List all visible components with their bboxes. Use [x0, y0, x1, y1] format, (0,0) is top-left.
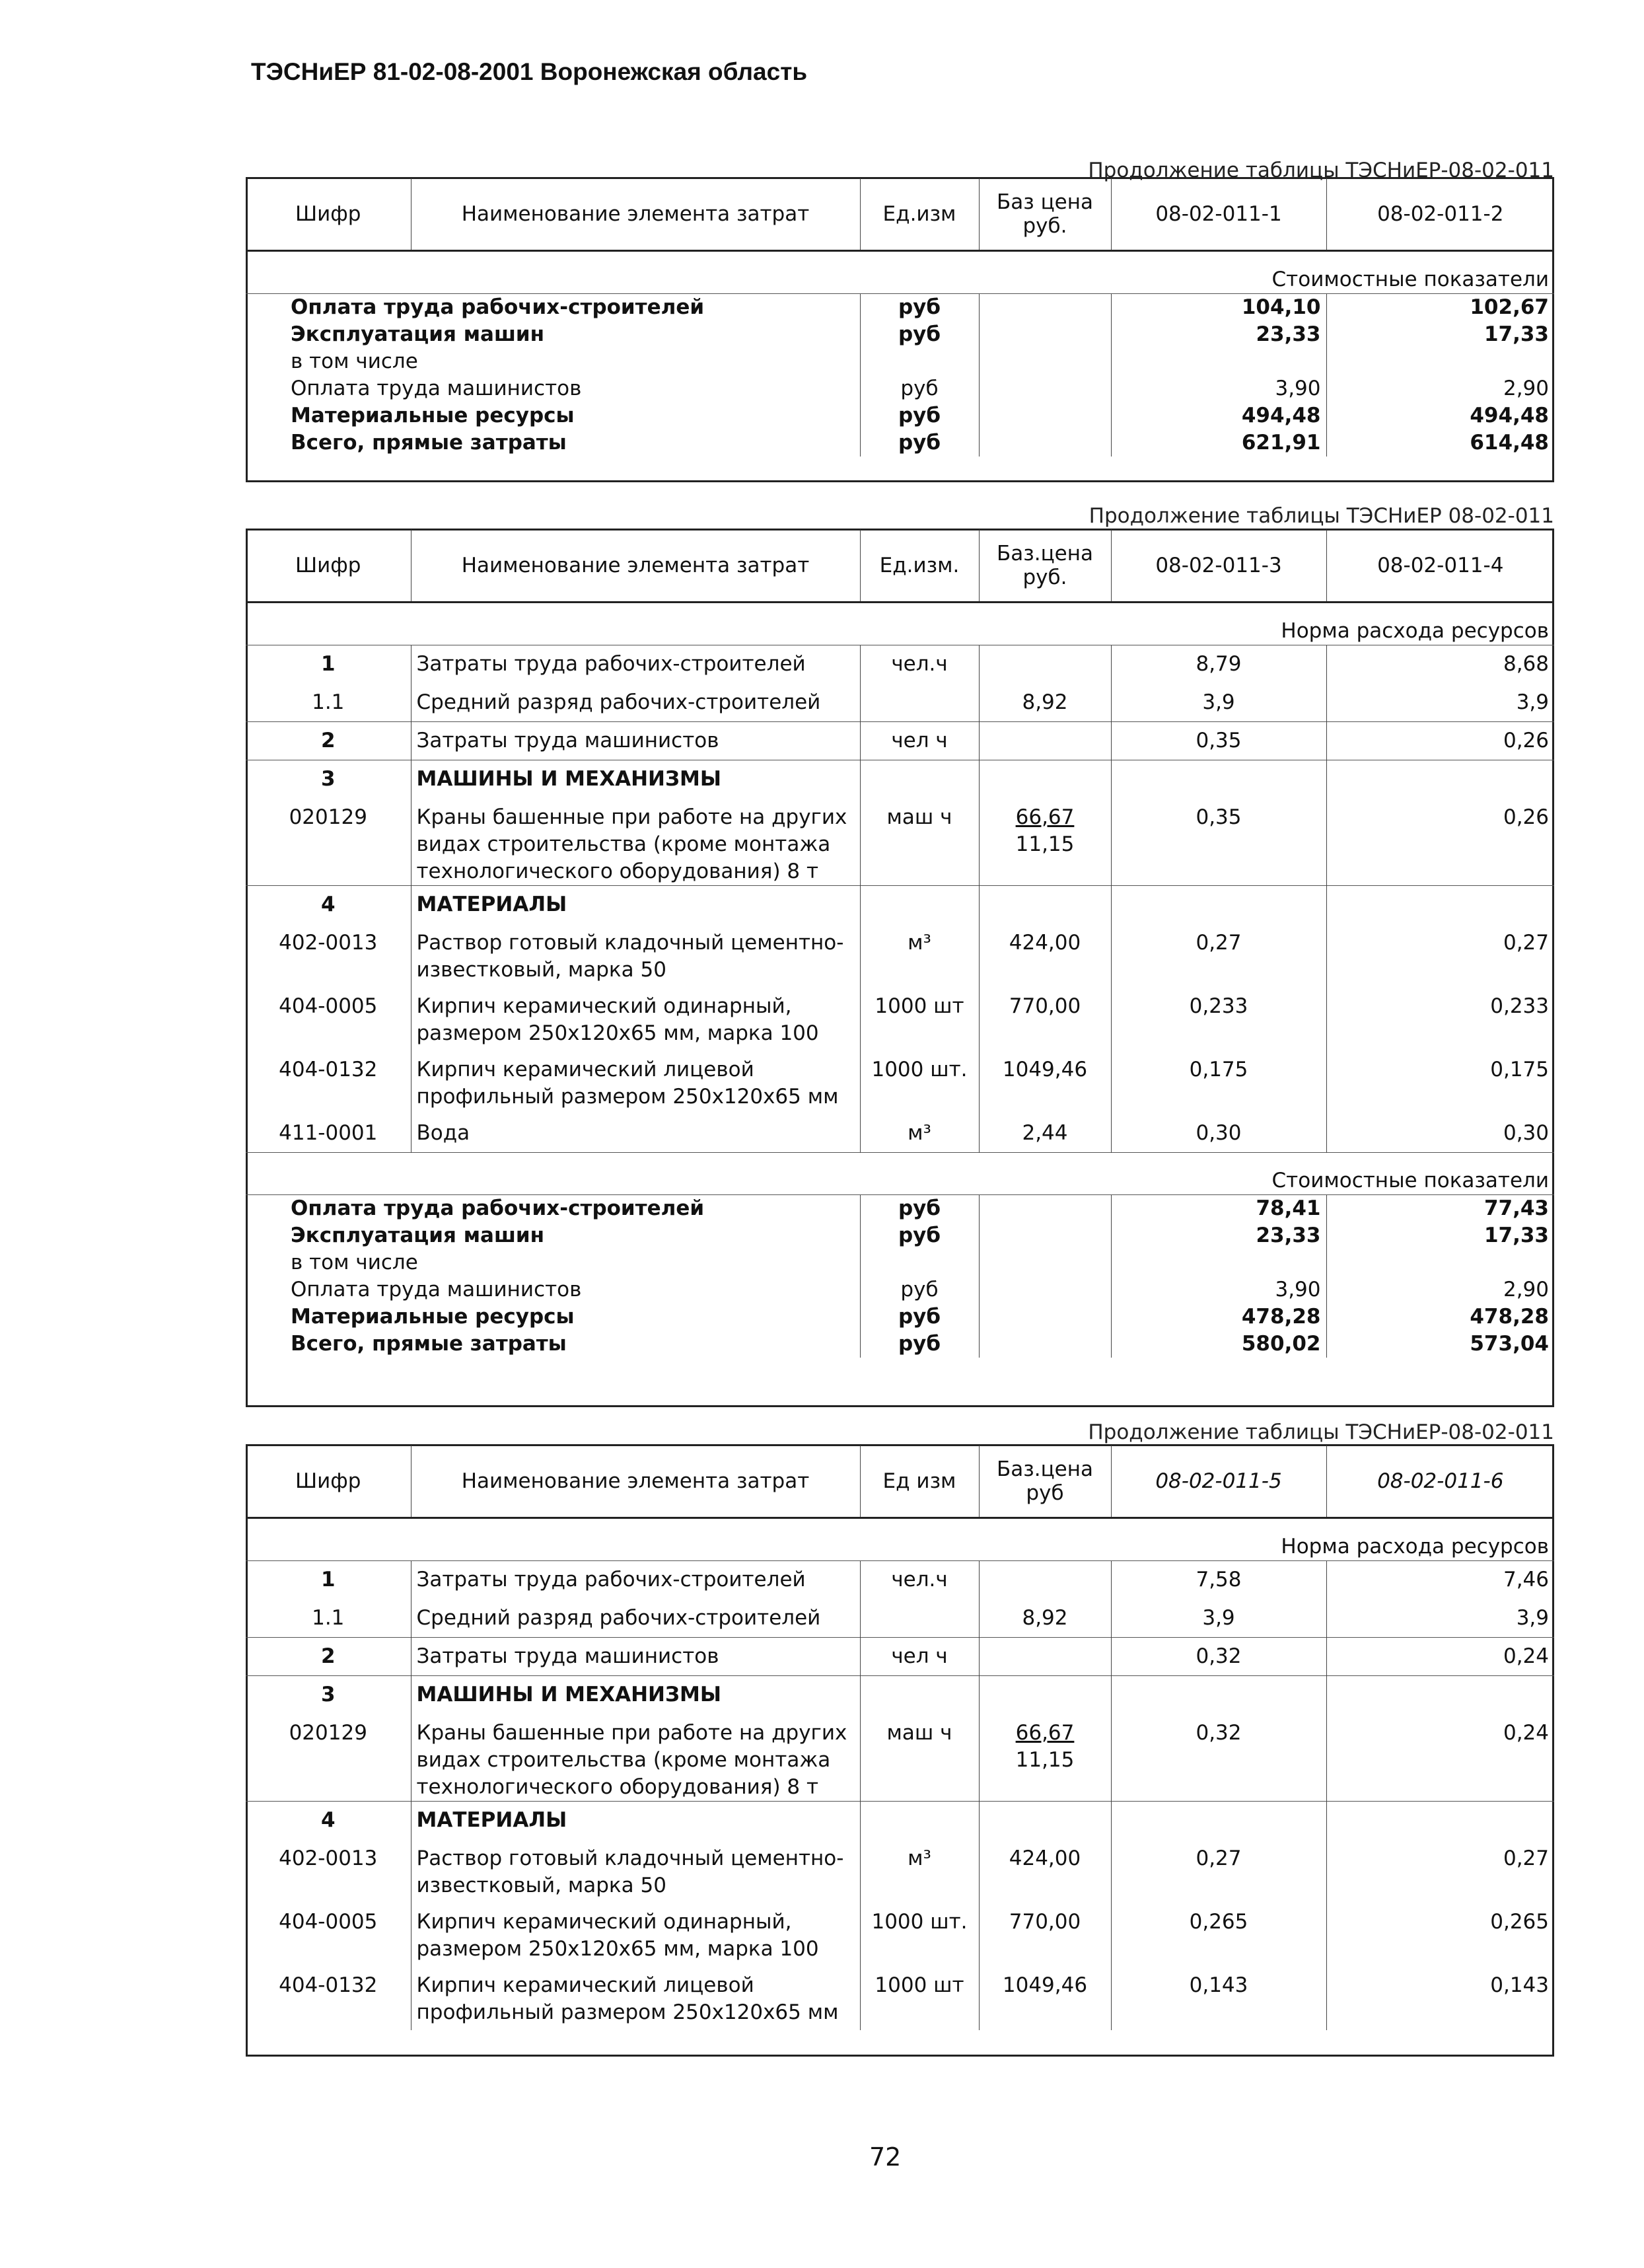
resource-value-b: 0,143 [1326, 1967, 1554, 2030]
resource-price-value: 770,00 [1009, 994, 1081, 1018]
resource-value-b: 0,27 [1326, 924, 1554, 988]
resource-name: Краны башенные при работе на других видах строительства (кроме монтажа технологического оборудования) 8 т [411, 799, 860, 886]
resource-unit: 1000 шт [860, 1967, 979, 2030]
resource-row [246, 684, 1554, 722]
resource-price [979, 760, 1111, 799]
resource-value-a: 0,32 [1111, 1714, 1326, 1802]
cost-name: в том числе [291, 1251, 418, 1274]
resource-unit [860, 684, 979, 722]
resource-price [979, 1714, 1111, 1802]
resource-name: Кирпич керамический лицевой профильный размером 250x120x65 мм [411, 1967, 860, 2030]
cost-row [246, 1331, 1554, 1358]
cost-row [246, 1222, 1554, 1249]
resource-price [979, 1967, 1111, 2030]
resource-name: МАТЕРИАЛЫ [411, 886, 860, 924]
cost-name: Материальные ресурсы [291, 1305, 575, 1329]
resource-row [246, 1051, 1554, 1115]
resource-value-a: 3,9 [1111, 1599, 1326, 1638]
cost-value-a: 3,90 [1111, 375, 1326, 402]
resource-value-b: 3,9 [1326, 684, 1554, 722]
table3-norm-section-row [246, 1518, 1554, 1561]
resource-code: 020129 [289, 805, 367, 829]
cost-price [979, 294, 1111, 322]
resource-price-value: 66,67 [1015, 1720, 1075, 1745]
page-number: 72 [869, 2142, 902, 2172]
resource-price [979, 1802, 1111, 1840]
cost-price [979, 348, 1111, 375]
cost-name: Оплата труда машинистов [291, 377, 582, 400]
cost-unit: руб [860, 294, 979, 322]
cost-row [246, 1303, 1554, 1331]
cost-name: Эксплуатация машин [291, 1224, 545, 1247]
resource-value-a [1111, 1676, 1326, 1714]
cost-name: в том числе [291, 349, 418, 373]
resource-price-value: 1049,46 [1002, 1973, 1088, 1997]
resource-name: Средний разряд рабочих-строителей [411, 1599, 860, 1638]
resource-unit: маш ч [860, 1714, 979, 1802]
page-header: ТЭСНиЕР 81-02-08-2001 Воронежская область [251, 58, 808, 85]
cost-unit: руб [860, 1195, 979, 1223]
resource-value-a [1111, 760, 1326, 799]
resource-code: 3 [246, 1676, 411, 1714]
cost-value-b: 614,48 [1326, 429, 1554, 457]
resource-unit: чел.ч [860, 1561, 979, 1599]
cost-row [246, 375, 1554, 402]
resource-row [246, 1115, 1554, 1153]
resource-name: Средний разряд рабочих-строителей [411, 684, 860, 722]
resource-unit [860, 760, 979, 799]
cost-value-a: 580,02 [1111, 1331, 1326, 1358]
resource-value-b: 0,30 [1326, 1115, 1554, 1153]
resource-row [246, 988, 1554, 1051]
cost-row [246, 402, 1554, 429]
section-label: Стоимостные показатели [246, 1153, 1554, 1195]
table1-header-row [246, 178, 1554, 251]
cost-row [246, 1195, 1554, 1223]
resource-price [979, 722, 1111, 760]
cost-unit: руб [860, 429, 979, 457]
resource-code: 020129 [289, 1720, 367, 1745]
resource-price [979, 1051, 1111, 1115]
resource-price-machinist: 11,15 [1015, 1747, 1075, 1772]
cost-value-b: 2,90 [1326, 1276, 1554, 1303]
resource-value-a [1111, 886, 1326, 924]
resource-code: 4 [246, 1802, 411, 1840]
col-code-header: Шифр [246, 1445, 411, 1518]
resource-code: 404-0005 [279, 994, 378, 1018]
cost-value-b: 2,90 [1326, 375, 1554, 402]
resource-unit: маш ч [860, 799, 979, 886]
resource-price [979, 684, 1111, 722]
resource-unit: 1000 шт. [860, 1903, 979, 1967]
resource-value-a: 7,58 [1111, 1561, 1326, 1599]
cost-value-a [1111, 348, 1326, 375]
resource-row [246, 1840, 1554, 1903]
resource-price-value: 8,92 [1022, 1605, 1068, 1630]
resource-row [246, 1638, 1554, 1676]
resource-code: 2 [246, 1638, 411, 1676]
cost-row [246, 321, 1554, 348]
cost-value-b [1326, 1249, 1554, 1276]
resource-name: Раствор готовый кладочный цементно-известковый, марка 50 [411, 1840, 860, 1903]
resource-value-b: 0,175 [1326, 1051, 1554, 1115]
resource-code: 404-0132 [279, 1973, 378, 1997]
resource-value-b: 0,26 [1326, 722, 1554, 760]
resource-row [246, 1802, 1554, 1840]
cost-row [246, 294, 1554, 322]
cost-value-b [1326, 348, 1554, 375]
col-b-header: 08-02-011-2 [1326, 178, 1554, 251]
resource-unit: 1000 шт. [860, 1051, 979, 1115]
resource-row [246, 1676, 1554, 1714]
table3-header-row [246, 1445, 1554, 1518]
resource-code: 1 [320, 652, 336, 676]
resource-code: 4 [246, 886, 411, 924]
col-price-header: Баз.цена руб [979, 1445, 1111, 1518]
resource-value-b: 8,68 [1326, 645, 1554, 684]
cost-unit [860, 1249, 979, 1276]
resource-unit [860, 1676, 979, 1714]
resource-name: Затраты труда машинистов [411, 722, 860, 760]
cost-value-b: 17,33 [1326, 321, 1554, 348]
cost-value-b: 77,43 [1326, 1195, 1554, 1223]
resource-row [246, 645, 1554, 684]
cost-price [979, 1331, 1111, 1358]
cost-price [979, 1195, 1111, 1223]
resource-price [979, 1561, 1111, 1599]
resource-row [246, 760, 1554, 799]
resource-name: Затраты труда рабочих-строителей [411, 645, 860, 684]
resource-price-machinist: 11,15 [1015, 832, 1075, 856]
resource-name: МАШИНЫ И МЕХАНИЗМЫ [411, 760, 860, 799]
table1-caption: Продолжение таблицы ТЭСНиЕР-08-02-011 [1088, 159, 1554, 182]
cost-name: Эксплуатация машин [291, 322, 545, 346]
resource-price-value: 2,44 [1022, 1120, 1068, 1145]
resource-price-value: 66,67 [1015, 805, 1075, 829]
resource-price [979, 1599, 1111, 1638]
cost-name: Всего, прямые затраты [291, 431, 567, 455]
cost-name: Оплата труда машинистов [291, 1278, 582, 1301]
cost-value-a: 3,90 [1111, 1276, 1326, 1303]
cost-value-a: 478,28 [1111, 1303, 1326, 1331]
resource-row [246, 1561, 1554, 1599]
section-label: Стоимостные показатели [246, 251, 1554, 294]
col-price-header: Баз цена руб. [979, 178, 1111, 251]
resource-name: Затраты труда рабочих-строителей [411, 1561, 860, 1599]
resource-value-a [1111, 1802, 1326, 1840]
resource-price-value: 1049,46 [1002, 1057, 1088, 1081]
resource-unit: 1000 шт [860, 988, 979, 1051]
resource-name: Вода [411, 1115, 860, 1153]
resource-name: Кирпич керамический лицевой профильный размером 250x120x65 мм [411, 1051, 860, 1115]
resource-row [246, 1967, 1554, 2030]
resource-name: МАШИНЫ И МЕХАНИЗМЫ [411, 1676, 860, 1714]
resource-value-a: 0,30 [1111, 1115, 1326, 1153]
resource-price [979, 988, 1111, 1051]
resource-unit: чел ч [860, 1638, 979, 1676]
resource-unit [860, 1802, 979, 1840]
resource-code: 411-0001 [279, 1120, 378, 1145]
cost-value-a: 494,48 [1111, 402, 1326, 429]
resource-value-a: 0,32 [1111, 1638, 1326, 1676]
resource-price-value: 424,00 [1009, 1846, 1081, 1870]
cost-unit [860, 348, 979, 375]
table2-header-row [246, 530, 1554, 603]
resource-value-b: 7,46 [1326, 1561, 1554, 1599]
resource-name: Кирпич керамический одинарный, размером 250x120x65 мм, марка 100 [411, 988, 860, 1051]
resource-price [979, 645, 1111, 684]
resource-price-value: 8,92 [1022, 690, 1068, 714]
resource-code: 2 [246, 722, 411, 760]
col-a-header: 08-02-011-5 [1111, 1445, 1326, 1518]
cost-row [246, 348, 1554, 375]
col-unit-header: Ед.изм. [860, 530, 979, 603]
resource-name: Раствор готовый кладочный цементно-известковый, марка 50 [411, 924, 860, 988]
resource-value-b [1326, 760, 1554, 799]
cost-value-b: 102,67 [1326, 294, 1554, 322]
resource-row [246, 886, 1554, 924]
resource-value-b: 0,27 [1326, 1840, 1554, 1903]
resource-code: 402-0013 [279, 930, 378, 955]
cost-price [979, 402, 1111, 429]
resource-value-a: 0,143 [1111, 1967, 1326, 2030]
resource-price [979, 924, 1111, 988]
cost-price [979, 1249, 1111, 1276]
cost-value-a: 78,41 [1111, 1195, 1326, 1223]
resource-value-b: 3,9 [1326, 1599, 1554, 1638]
cost-value-a: 104,10 [1111, 294, 1326, 322]
cost-price [979, 1222, 1111, 1249]
resource-value-a: 0,27 [1111, 924, 1326, 988]
cost-row [246, 429, 1554, 457]
cost-price [979, 375, 1111, 402]
col-unit-header: Ед изм [860, 1445, 979, 1518]
cost-value-a [1111, 1249, 1326, 1276]
col-a-header: 08-02-011-3 [1111, 530, 1326, 603]
cost-price [979, 429, 1111, 457]
section-label: Норма расхода ресурсов [246, 603, 1554, 645]
cost-name: Всего, прямые затраты [291, 1332, 567, 1356]
resource-code: 1 [320, 1568, 336, 1591]
cost-unit: руб [860, 1303, 979, 1331]
resource-unit: чел ч [860, 722, 979, 760]
resource-unit [860, 886, 979, 924]
table2-cost-section-row [246, 1153, 1554, 1195]
resource-unit: м³ [860, 1840, 979, 1903]
resource-value-a: 0,175 [1111, 1051, 1326, 1115]
table3-caption: Продолжение таблицы ТЭСНиЕР-08-02-011 [1088, 1420, 1554, 1444]
col-code-header: Шифр [246, 530, 411, 603]
resource-value-b: 0,24 [1326, 1638, 1554, 1676]
resource-name: Кирпич керамический одинарный, размером 250x120x65 мм, марка 100 [411, 1903, 860, 1967]
resource-row [246, 924, 1554, 988]
col-a-header: 08-02-011-1 [1111, 178, 1326, 251]
cost-value-b: 573,04 [1326, 1331, 1554, 1358]
resource-value-b: 0,265 [1326, 1903, 1554, 1967]
table1-section-row [246, 251, 1554, 294]
resource-row [246, 1599, 1554, 1638]
cost-value-a: 621,91 [1111, 429, 1326, 457]
cost-unit: руб [860, 1331, 979, 1358]
col-name-header: Наименование элемента затрат [411, 530, 860, 603]
col-price-header: Баз.цена руб. [979, 530, 1111, 603]
resource-value-a: 8,79 [1111, 645, 1326, 684]
table1 [246, 178, 1554, 457]
resource-unit: чел.ч [860, 645, 979, 684]
cost-price [979, 321, 1111, 348]
cost-price [979, 1303, 1111, 1331]
resource-price-value: 770,00 [1009, 1909, 1081, 1934]
col-code-header: Шифр [246, 178, 411, 251]
resource-unit: м³ [860, 924, 979, 988]
table2 [246, 530, 1554, 1358]
resource-name: Затраты труда машинистов [411, 1638, 860, 1676]
cost-price [979, 1276, 1111, 1303]
resource-row [246, 1714, 1554, 1802]
cost-row [246, 1276, 1554, 1303]
table2-norm-section-row [246, 603, 1554, 645]
cost-row [246, 1249, 1554, 1276]
resource-code: 404-0132 [279, 1057, 378, 1081]
resource-value-a: 0,265 [1111, 1903, 1326, 1967]
resource-value-b [1326, 1676, 1554, 1714]
cost-value-b: 478,28 [1326, 1303, 1554, 1331]
cost-unit: руб [860, 1276, 979, 1303]
resource-row [246, 722, 1554, 760]
cost-name: Оплата труда рабочих-строителей [291, 295, 705, 319]
resource-code: 1.1 [312, 690, 345, 714]
resource-code: 1.1 [312, 1605, 345, 1630]
resource-value-b [1326, 886, 1554, 924]
cost-value-b: 494,48 [1326, 402, 1554, 429]
resource-value-a: 0,35 [1111, 722, 1326, 760]
resource-value-a: 0,35 [1111, 799, 1326, 886]
col-unit-header: Ед.изм [860, 178, 979, 251]
col-b-header: 08-02-011-6 [1326, 1445, 1554, 1518]
cost-value-b: 17,33 [1326, 1222, 1554, 1249]
section-label: Норма расхода ресурсов [246, 1518, 1554, 1561]
cost-value-a: 23,33 [1111, 321, 1326, 348]
resource-price [979, 1115, 1111, 1153]
resource-name: МАТЕРИАЛЫ [411, 1802, 860, 1840]
resource-value-a: 3,9 [1111, 684, 1326, 722]
resource-value-a: 0,233 [1111, 988, 1326, 1051]
resource-value-b: 0,26 [1326, 799, 1554, 886]
cost-unit: руб [860, 402, 979, 429]
table2-caption: Продолжение таблицы ТЭСНиЕР 08-02-011 [1089, 504, 1554, 528]
resource-row [246, 1903, 1554, 1967]
cost-unit: руб [860, 1222, 979, 1249]
cost-name: Материальные ресурсы [291, 404, 575, 427]
resource-code: 404-0005 [279, 1909, 378, 1934]
table3 [246, 1445, 1554, 2030]
cost-value-a: 23,33 [1111, 1222, 1326, 1249]
resource-price [979, 799, 1111, 886]
resource-value-b [1326, 1802, 1554, 1840]
resource-unit [860, 1599, 979, 1638]
resource-value-a: 0,27 [1111, 1840, 1326, 1903]
resource-code: 402-0013 [279, 1846, 378, 1870]
resource-value-b: 0,24 [1326, 1714, 1554, 1802]
col-name-header: Наименование элемента затрат [411, 178, 860, 251]
resource-price [979, 886, 1111, 924]
cost-unit: руб [860, 375, 979, 402]
resource-price [979, 1903, 1111, 1967]
resource-row [246, 799, 1554, 886]
resource-name: Краны башенные при работе на других видах строительства (кроме монтажа технологического оборудования) 8 т [411, 1714, 860, 1802]
resource-price-value: 424,00 [1009, 930, 1081, 955]
cost-name: Оплата труда рабочих-строителей [291, 1196, 705, 1220]
resource-price [979, 1840, 1111, 1903]
cost-unit: руб [860, 321, 979, 348]
col-b-header: 08-02-011-4 [1326, 530, 1554, 603]
col-name-header: Наименование элемента затрат [411, 1445, 860, 1518]
resource-unit: м³ [860, 1115, 979, 1153]
resource-code: 3 [246, 760, 411, 799]
resource-value-b: 0,233 [1326, 988, 1554, 1051]
resource-price [979, 1676, 1111, 1714]
resource-price [979, 1638, 1111, 1676]
